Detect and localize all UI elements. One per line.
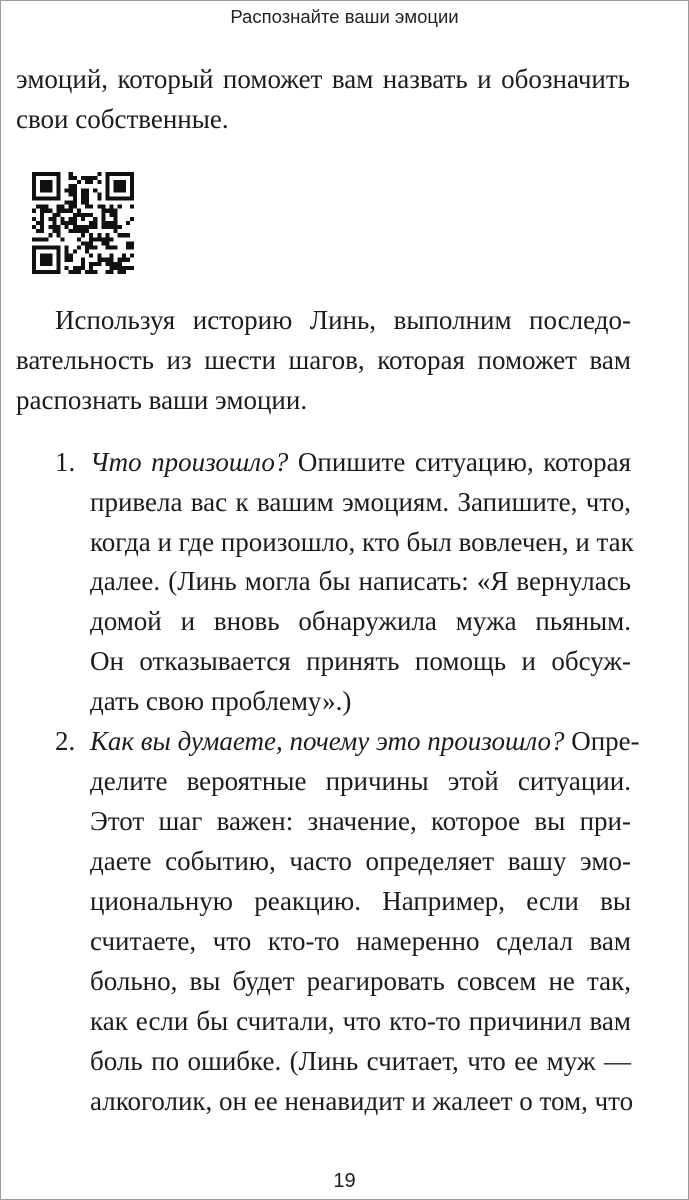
step-1-first-line	[90, 447, 631, 478]
paragraph-line-1: Используя историю Линь, выполним последо-	[55, 305, 631, 335]
step-1-line: когда и где произошло, кто был вовлечен, и так	[90, 527, 634, 557]
step-1-line: домой и вновь обнаружила мужа пьяным.	[90, 606, 631, 636]
step-1-question: Что произошло?	[90, 447, 289, 477]
page-number: 19	[333, 1170, 356, 1192]
intro-line-2: свои собственные.	[16, 104, 229, 134]
step-2-line: делите вероятные причины этой ситуации.	[90, 766, 631, 796]
step-2-line: даете событию, часто определяет вашу эмо-	[90, 846, 631, 876]
step-1-line: дать свою проблему».)	[90, 686, 352, 716]
paragraph-line-2: вательность из шести шагов, которая поможет вам	[16, 345, 631, 375]
step-2-number: 2.	[55, 726, 76, 756]
step-1-line: привела вас к вашим эмоциям. Запишите, что,	[90, 487, 631, 517]
intro-line-1: эмоций, который поможет вам назвать и обозначить	[16, 64, 630, 94]
qr-code-icon	[32, 172, 134, 274]
step-2-first-line	[90, 726, 640, 757]
step-2-question: Как вы думаете, почему это произошло?	[90, 726, 565, 756]
step-2-line: Этот шаг важен: значение, которое вы при-	[90, 806, 631, 836]
step-2-line: больно, вы будет реагировать совсем не так,	[90, 966, 631, 996]
step-1-line: Он отказывается принять помощь и обсуж-	[90, 646, 631, 676]
step-2-line: как если бы считали, что кто-то причинил вам	[90, 1006, 631, 1036]
running-header: Распознайте ваши эмоции	[230, 6, 459, 27]
step-2-line: циональную реакцию. Например, если вы	[90, 886, 631, 916]
step-1-line: далее. (Линь могла бы написать: «Я вернулась	[90, 566, 631, 596]
step-2-first-line-rest: Опре-	[564, 726, 640, 756]
step-2-line: алкоголик, он ее ненавидит и жалеет о том, что	[90, 1086, 634, 1116]
step-1-first-line-rest: Опишите ситуацию, которая	[288, 447, 631, 477]
paragraph-line-3: распознать ваши эмоции.	[16, 385, 308, 415]
step-2-line: боль по ошибке. (Линь считает, что ее муж —	[90, 1046, 631, 1076]
step-2-line: считаете, что кто-то намеренно сделал вам	[90, 926, 631, 956]
step-1-number: 1.	[55, 447, 76, 477]
